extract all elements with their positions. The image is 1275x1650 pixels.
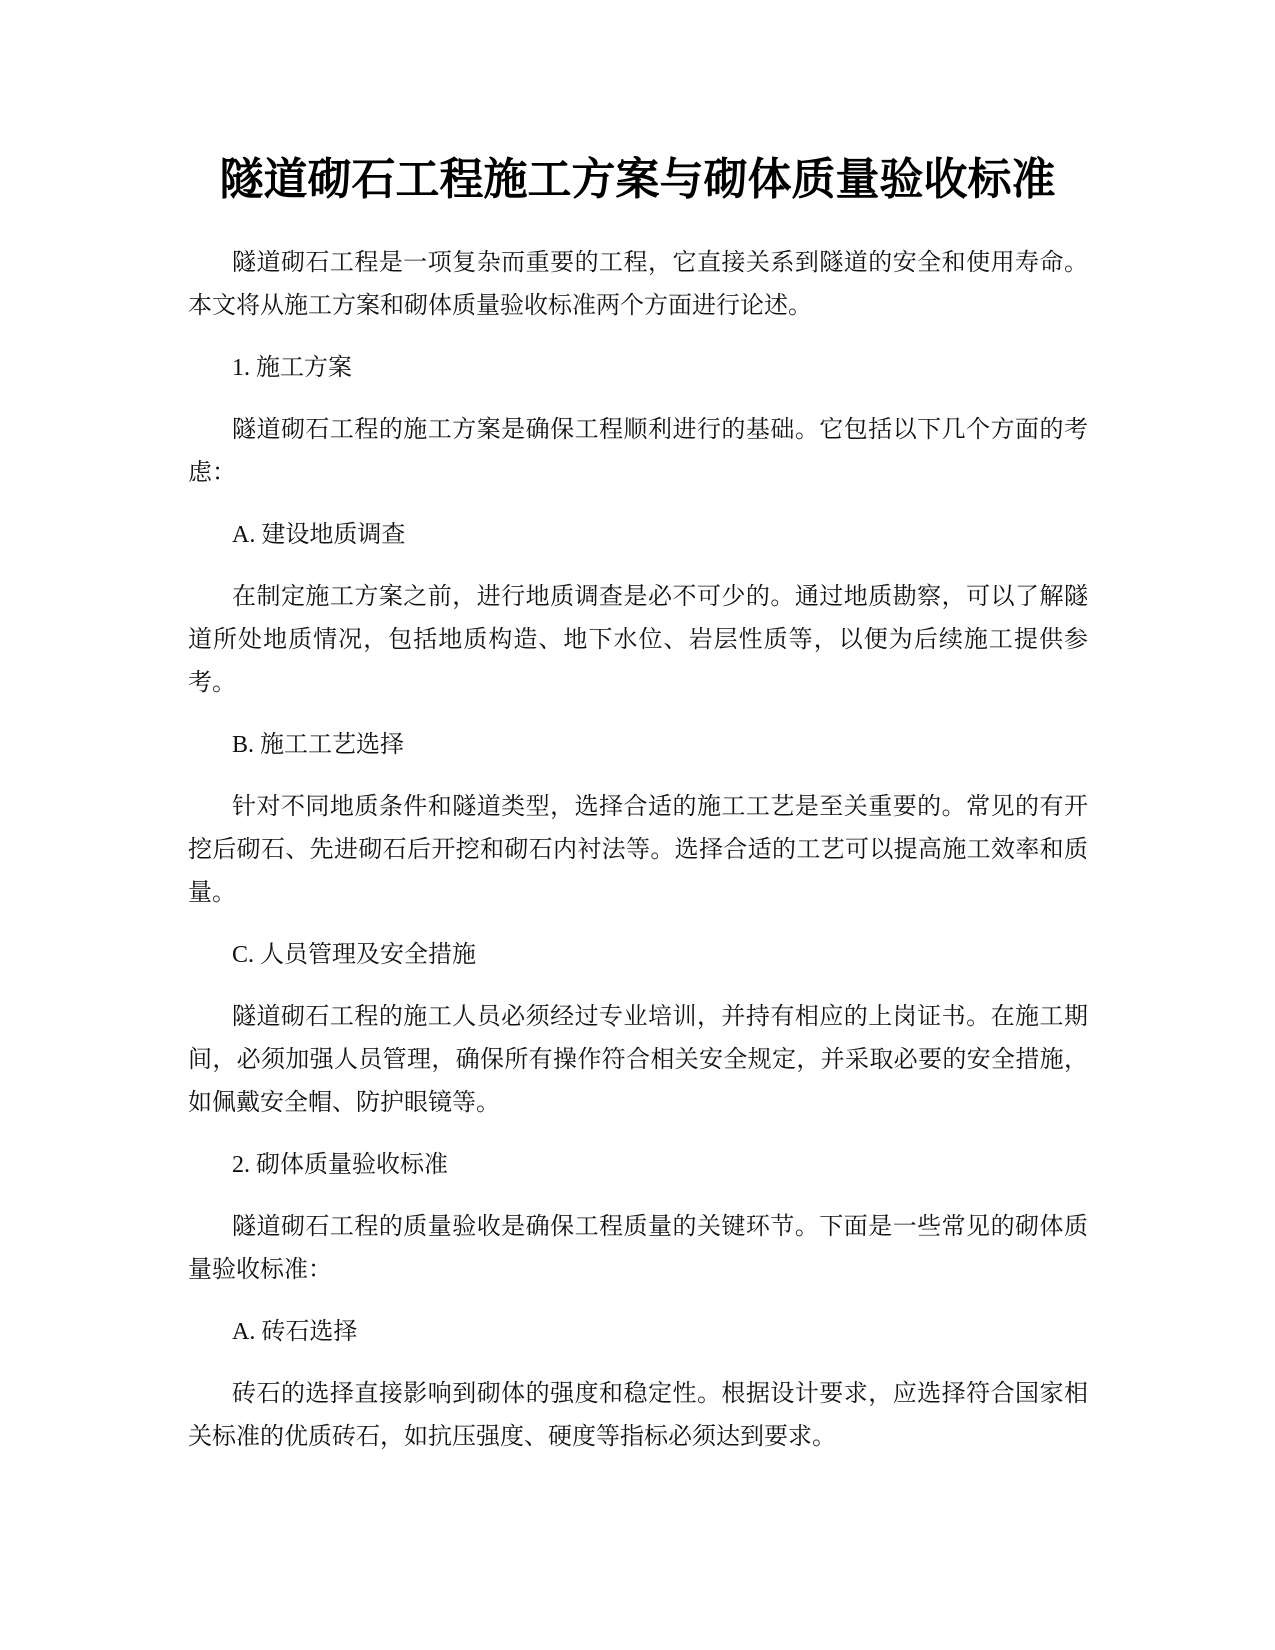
subheading-geological-survey: A. 建设地质调查 (232, 522, 406, 548)
document-title: 隧道砌石工程施工方案与砌体质量验收标准 (219, 154, 1056, 205)
paragraph-plan-overview: 隧道砌石工程的施工方案是确保工程顺利进行的基础。它包括以下几个方面的考虑： (188, 417, 1088, 486)
section-heading-construction-plan: 1. 施工方案 (232, 355, 352, 381)
paragraph-process-selection: 针对不同地质条件和隧道类型，选择合适的施工工艺是至关重要的。常见的有开挖后砌石、先进砌石后开挖和砌石内衬法等。选择合适的工艺可以提高施工效率和质量。 (188, 794, 1088, 906)
paragraph-intro: 隧道砌石工程是一项复杂而重要的工程，它直接关系到隧道的安全和使用寿命。本文将从施工方案和砌体质量验收标准两个方面进行论述。 (188, 250, 1088, 319)
paragraph-personnel-safety: 隧道砌石工程的施工人员必须经过专业培训，并持有相应的上岗证书。在施工期间，必须加强人员管理，确保所有操作符合相关安全规定，并采取必要的安全措施，如佩戴安全帽、防护眼镜等。 (188, 1004, 1088, 1116)
subheading-brick-selection: A. 砖石选择 (232, 1319, 358, 1345)
paragraph-quality-overview: 隧道砌石工程的质量验收是确保工程质量的关键环节。下面是一些常见的砌体质量验收标准： (188, 1214, 1088, 1283)
section-heading-quality-acceptance: 2. 砌体质量验收标准 (232, 1152, 448, 1178)
document-body (188, 242, 1088, 1478)
subheading-process-selection: B. 施工工艺选择 (232, 732, 405, 758)
paragraph-geological-survey: 在制定施工方案之前，进行地质调查是必不可少的。通过地质勘察，可以了解隧道所处地质情况，包括地质构造、地下水位、岩层性质等，以便为后续施工提供参考。 (188, 584, 1088, 696)
paragraph-brick-selection: 砖石的选择直接影响到砌体的强度和稳定性。根据设计要求，应选择符合国家相关标准的优质砖石，如抗压强度、硬度等指标必须达到要求。 (188, 1381, 1088, 1450)
subheading-personnel-safety: C. 人员管理及安全措施 (232, 942, 477, 968)
